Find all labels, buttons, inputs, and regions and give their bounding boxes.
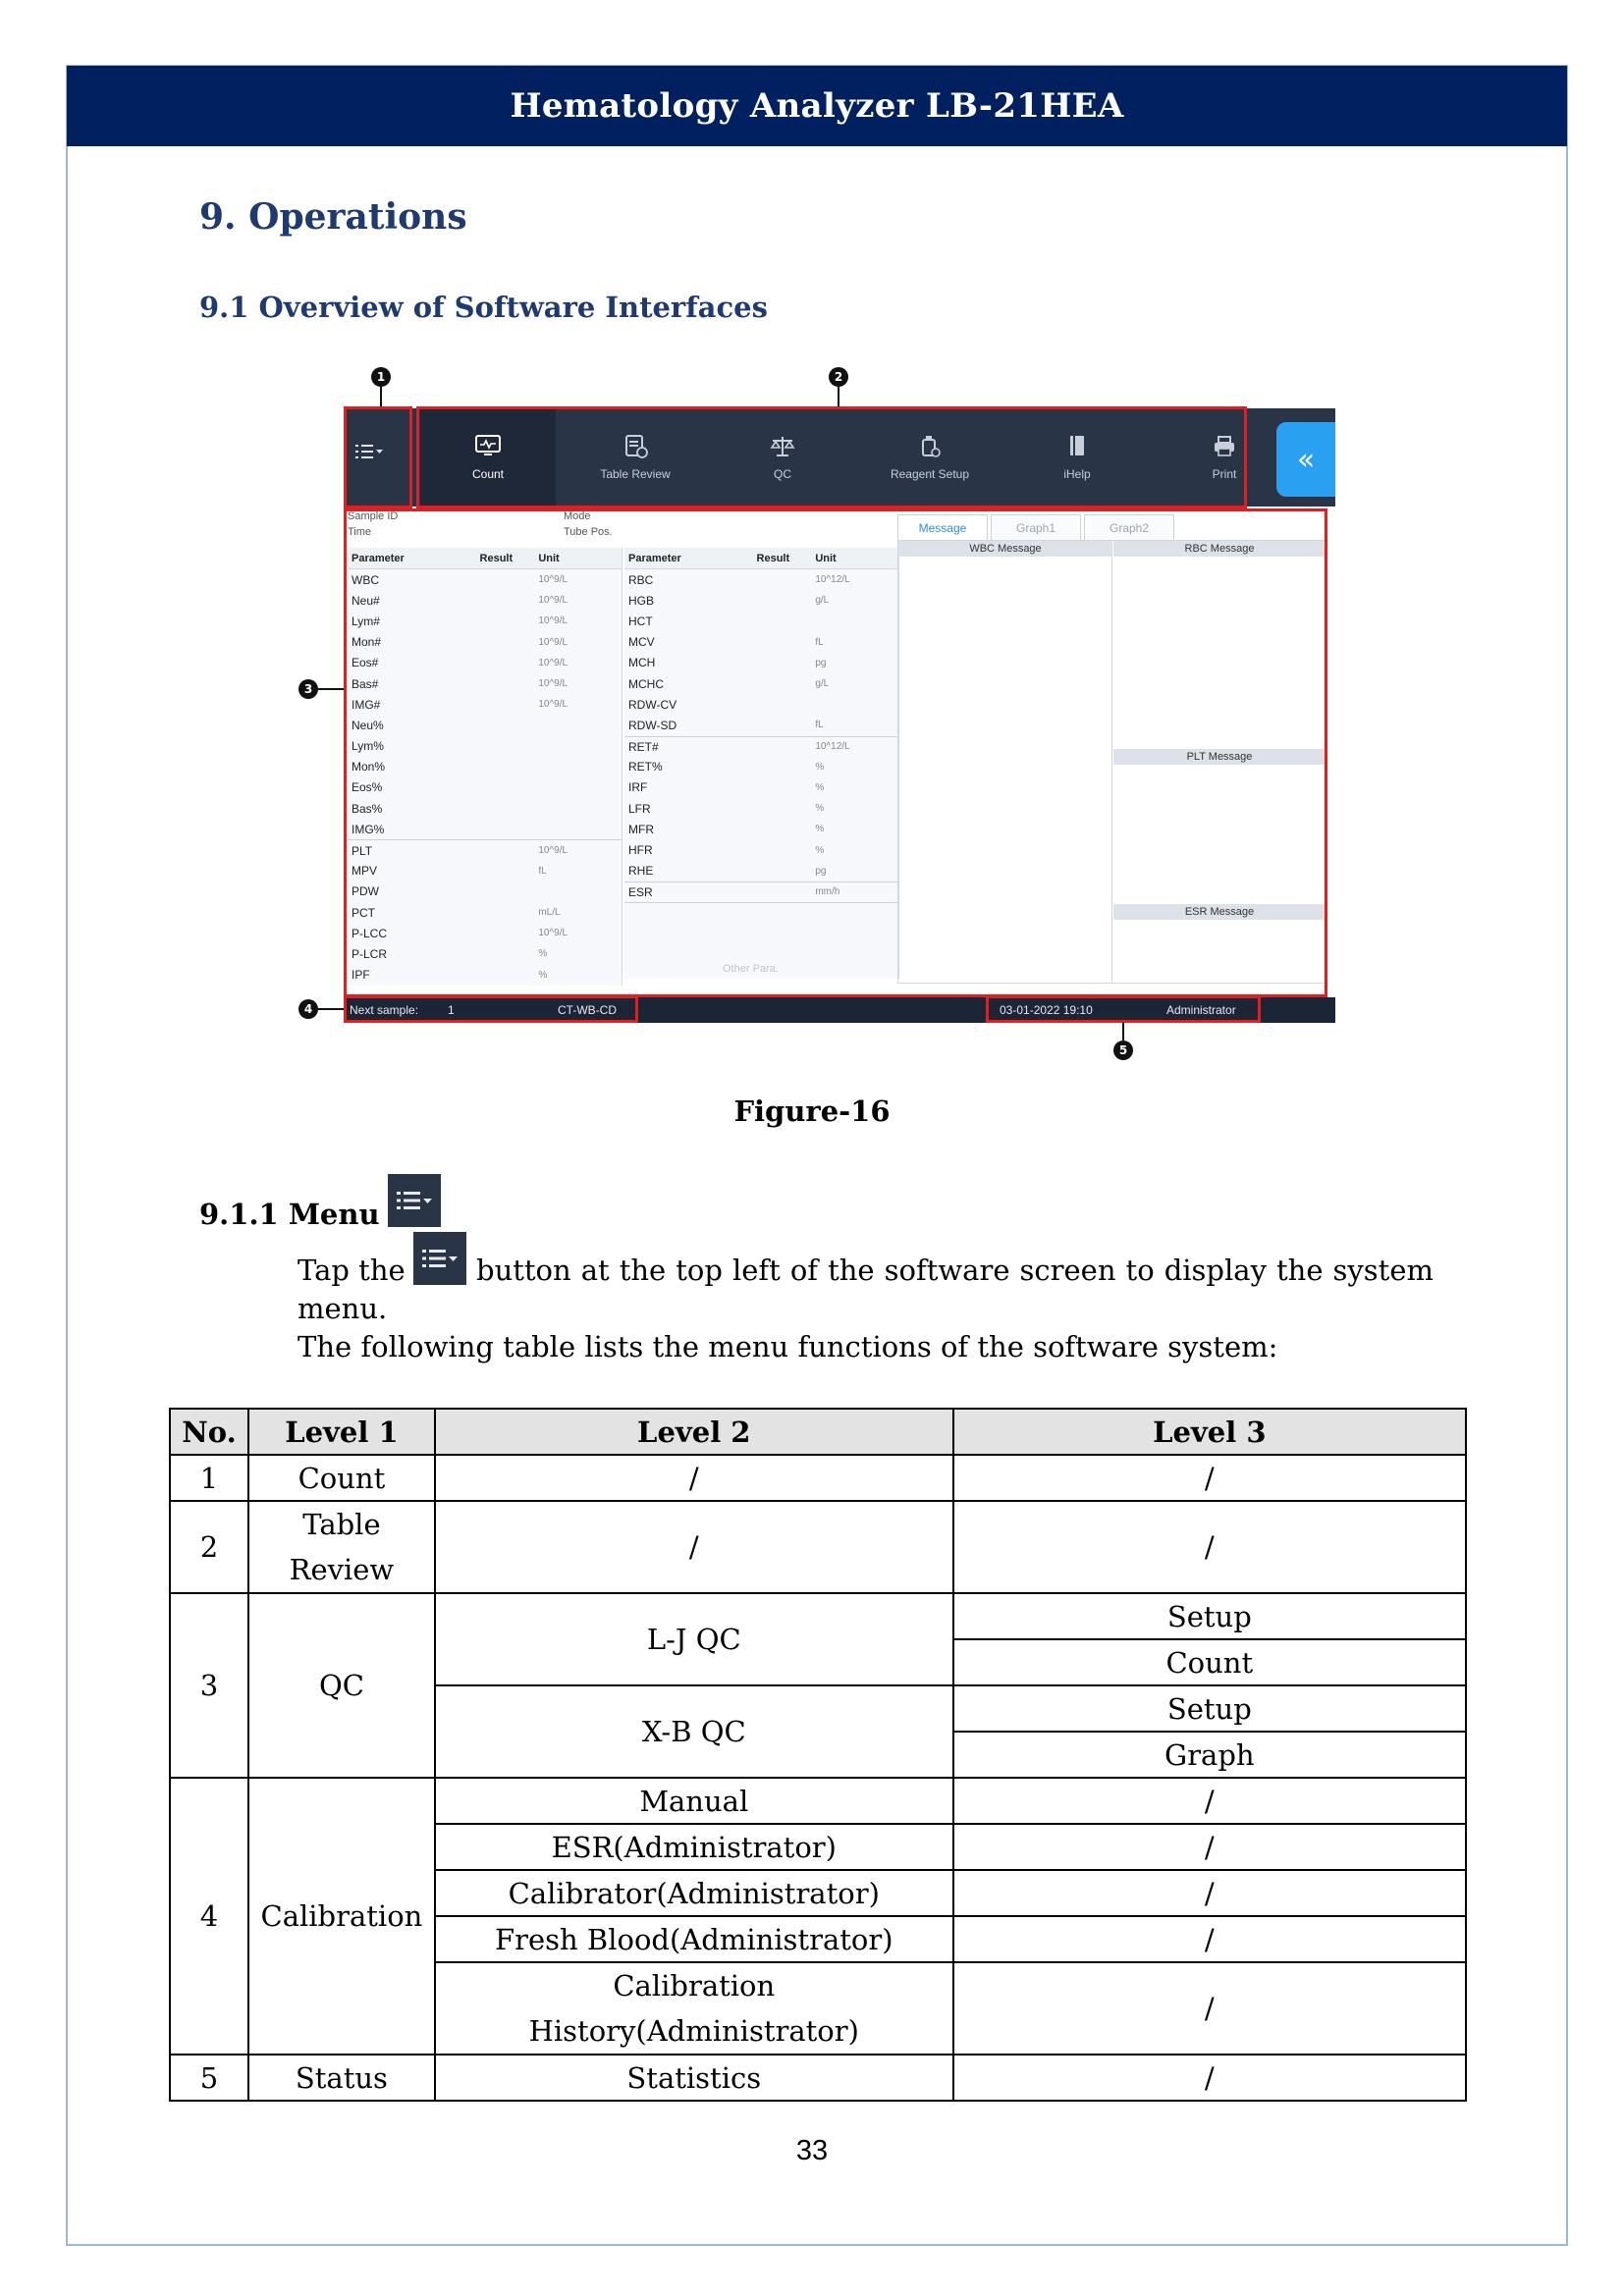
callout-4-line	[318, 1008, 346, 1010]
instruction-text-before: Tap the	[298, 1254, 406, 1287]
row3-xb-qc: X-B QC	[435, 1685, 953, 1778]
parameter-name: RET%	[628, 760, 663, 774]
row4-no: 4	[170, 1778, 248, 2055]
toolbar-qc-label: QC	[774, 467, 791, 481]
row2-level3: /	[953, 1501, 1466, 1593]
section-heading: 9. Operations	[199, 196, 467, 238]
tab-graph1[interactable]: Graph1	[991, 514, 1081, 540]
software-interface-figure	[295, 363, 1375, 1070]
parameter-name: HFR	[628, 843, 653, 858]
callout-2-line	[838, 387, 839, 408]
header-level3: Level 3	[953, 1409, 1466, 1455]
time-label: Time	[348, 526, 372, 538]
parameter-name: RET#	[628, 739, 659, 754]
list-menu-icon	[419, 1245, 460, 1272]
row4-calibrator: Calibrator(Administrator)	[435, 1870, 953, 1916]
row1-level3: /	[953, 1455, 1466, 1501]
table-row	[170, 1501, 1466, 1593]
parameter-name: MCH	[628, 656, 656, 670]
parameter-name: MCV	[628, 635, 655, 650]
instruction-text-continued: menu.	[298, 1292, 388, 1325]
row2-level1: Table Review	[248, 1501, 435, 1593]
parameter-unit: pg	[815, 865, 827, 877]
row1-level2: /	[435, 1455, 953, 1501]
row2-no: 2	[170, 1501, 248, 1593]
parameter-name: PCT	[352, 905, 375, 920]
figure-caption: Figure-16	[733, 1095, 891, 1128]
parameter-unit: mm/h	[815, 886, 840, 898]
parameter-name: IRF	[628, 780, 648, 795]
parameter-unit: %	[815, 781, 825, 793]
parameter-unit: %	[815, 761, 825, 773]
other-para-label: Other Para.	[723, 963, 779, 975]
row3-lj-count: Count	[953, 1639, 1466, 1685]
row3-no: 3	[170, 1593, 248, 1778]
parameter-unit: 10^9/L	[538, 574, 568, 586]
row1-level1: Count	[248, 1455, 435, 1501]
parameter-unit: 10^12/L	[815, 741, 850, 753]
parameter-name: Bas%	[352, 801, 383, 816]
parameter-name: Eos%	[352, 780, 383, 795]
row3-level1: QC	[248, 1593, 435, 1778]
header-level2: Level 2	[435, 1409, 953, 1455]
annotation-box-5	[986, 995, 1261, 1023]
table-intro-text: The following table lists the menu functions of the software system:	[298, 1330, 1278, 1363]
row4-calibrator-level3: /	[953, 1870, 1466, 1916]
row4-manual: Manual	[435, 1778, 953, 1824]
row2-level2: /	[435, 1501, 953, 1593]
double-chevron-left-icon: «	[1296, 442, 1316, 477]
parameter-name: P-LCC	[352, 926, 388, 940]
parameter-name: MPV	[352, 864, 378, 879]
parameter-name: Lym%	[352, 739, 384, 754]
subsection-heading: 9.1 Overview of Software Interfaces	[199, 291, 768, 324]
row4-calibration-history-level3: /	[953, 1962, 1466, 2055]
parameter-name: RDW-SD	[628, 718, 677, 732]
parameter-name: P-LCR	[352, 946, 388, 961]
callout-3: 3	[298, 679, 318, 699]
parameter-unit: %	[815, 824, 825, 835]
status-user: Administrator	[1166, 1003, 1236, 1017]
menu-functions-table	[169, 1408, 1467, 2102]
toolbar-ihelp-label: iHelp	[1063, 467, 1091, 481]
parameter-unit: pg	[815, 657, 827, 668]
count-mode: CT-WB-CD	[558, 1003, 617, 1017]
row5-no: 5	[170, 2055, 248, 2101]
status-datetime: 03-01-2022 19:10	[1000, 1003, 1093, 1017]
parameter-name: Mon%	[352, 760, 386, 774]
next-sample-label: Next sample:	[350, 1003, 419, 1017]
rbc-message-header: RBC Message	[1113, 541, 1326, 557]
inline-menu-icon	[413, 1232, 466, 1285]
parameter-name: Eos#	[352, 656, 379, 670]
table-header-row	[170, 1409, 1466, 1455]
parameter-name: LFR	[628, 801, 651, 816]
parameter-name: WBC	[352, 572, 379, 587]
parameter-unit: 10^9/L	[538, 657, 568, 668]
row4-calibration-history: Calibration History(Administrator)	[435, 1962, 953, 2055]
esr-message-header: ESR Message	[1113, 904, 1326, 920]
parameter-name: RDW-CV	[628, 697, 677, 712]
parameter-unit: %	[815, 803, 825, 815]
right-table-header: Parameter Result Unit	[624, 548, 898, 569]
callout-4: 4	[298, 999, 318, 1019]
parameter-unit: 10^9/L	[538, 845, 568, 857]
parameter-name: ESR	[628, 884, 653, 899]
table-row	[170, 1778, 1466, 1824]
parameter-name: Neu%	[352, 718, 384, 732]
row4-fresh-blood: Fresh Blood(Administrator)	[435, 1916, 953, 1962]
callout-3-line	[318, 688, 346, 690]
parameter-unit: %	[538, 948, 548, 960]
toolbar-count-label: Count	[471, 467, 505, 481]
parameter-unit: g/L	[815, 595, 830, 607]
callout-1-line	[380, 387, 382, 408]
document-header	[67, 66, 1567, 146]
annotation-box-2	[416, 406, 1247, 508]
row5-level3: /	[953, 2055, 1466, 2101]
list-menu-icon	[394, 1187, 435, 1214]
document-title: Hematology Analyzer LB-21HEA	[510, 86, 1124, 126]
header-level1: Level 1	[248, 1409, 435, 1455]
row3-xb-graph: Graph	[953, 1732, 1466, 1778]
page-number: 33	[795, 2135, 829, 2166]
parameter-unit: g/L	[815, 678, 830, 690]
parameter-unit: 10^9/L	[538, 928, 568, 939]
parameter-name: Mon#	[352, 635, 382, 650]
callout-1: 1	[371, 367, 391, 387]
parameter-unit: 10^9/L	[538, 678, 568, 690]
annotation-box-4	[344, 995, 638, 1023]
parameter-unit: %	[815, 844, 825, 856]
mode-label: Mode	[564, 510, 591, 522]
toolbar-reagent-setup-label: Reagent Setup	[890, 467, 970, 481]
parameter-unit: 10^12/L	[815, 574, 850, 586]
parameter-name: PLT	[352, 843, 373, 858]
parameter-unit: mL/L	[538, 907, 561, 919]
parameter-unit: fL	[815, 636, 824, 648]
table-row	[170, 2055, 1466, 2101]
row3-lj-setup: Setup	[953, 1593, 1466, 1639]
parameter-unit: %	[538, 969, 548, 981]
parameter-name: HCT	[628, 614, 653, 628]
callout-5: 5	[1113, 1041, 1133, 1060]
tab-message[interactable]: Message	[897, 514, 988, 540]
row1-no: 1	[170, 1455, 248, 1501]
parameter-unit: 10^9/L	[538, 615, 568, 627]
parameter-unit: fL	[815, 720, 824, 731]
row4-manual-level3: /	[953, 1778, 1466, 1824]
parameter-name: IPF	[352, 968, 370, 983]
parameter-name: HGB	[628, 593, 655, 608]
menu-button-illustration	[388, 1174, 441, 1227]
parameter-name: Neu#	[352, 593, 380, 608]
row3-lj-qc: L-J QC	[435, 1593, 953, 1685]
table-row	[170, 1593, 1466, 1639]
parameter-unit: fL	[538, 865, 547, 877]
plt-message-header: PLT Message	[1113, 749, 1326, 765]
parameter-name: IMG#	[352, 697, 381, 712]
parameter-name: PDW	[352, 884, 379, 899]
row5-level2: Statistics	[435, 2055, 953, 2101]
row3-xb-setup: Setup	[953, 1685, 1466, 1732]
row5-level1: Status	[248, 2055, 435, 2101]
annotation-box-1	[344, 406, 412, 508]
instruction-text-after: button at the top left of the software screen to display the system	[476, 1254, 1434, 1287]
parameter-name: MCHC	[628, 676, 664, 691]
callout-2: 2	[829, 367, 848, 387]
parameter-unit: 10^9/L	[538, 699, 568, 711]
parameter-name: RHE	[628, 864, 654, 879]
sample-id-label: Sample ID	[348, 510, 399, 522]
row4-esr-level3: /	[953, 1824, 1466, 1870]
row4-level1: Calibration	[248, 1778, 435, 2055]
menu-subsection-heading: 9.1.1 Menu	[199, 1198, 380, 1231]
parameter-unit: 10^9/L	[538, 595, 568, 607]
row4-esr: ESR(Administrator)	[435, 1824, 953, 1870]
left-table-header: Parameter Result Unit	[348, 548, 622, 569]
parameter-name: Bas#	[352, 676, 379, 691]
callout-5-line	[1122, 1023, 1124, 1041]
header-no: No.	[170, 1409, 248, 1455]
parameter-unit: 10^9/L	[538, 636, 568, 648]
parameter-name: Lym#	[352, 614, 380, 628]
menu-instruction-line1	[298, 1252, 406, 1290]
wbc-message-header: WBC Message	[898, 541, 1112, 557]
row4-fresh-blood-level3: /	[953, 1916, 1466, 1962]
parameter-name: MFR	[628, 822, 654, 836]
toolbar-print-label: Print	[1212, 467, 1237, 481]
annotation-box-3	[344, 508, 1327, 997]
tube-pos-label: Tube Pos.	[564, 526, 613, 538]
table-row	[170, 1455, 1466, 1501]
collapse-panel-button[interactable]	[1276, 422, 1335, 497]
tab-graph2[interactable]: Graph2	[1084, 514, 1174, 540]
parameter-name: RBC	[628, 572, 654, 587]
next-sample-value: 1	[448, 1003, 455, 1017]
parameter-name: IMG%	[352, 822, 385, 836]
toolbar-table-review-label: Table Review	[600, 467, 671, 481]
